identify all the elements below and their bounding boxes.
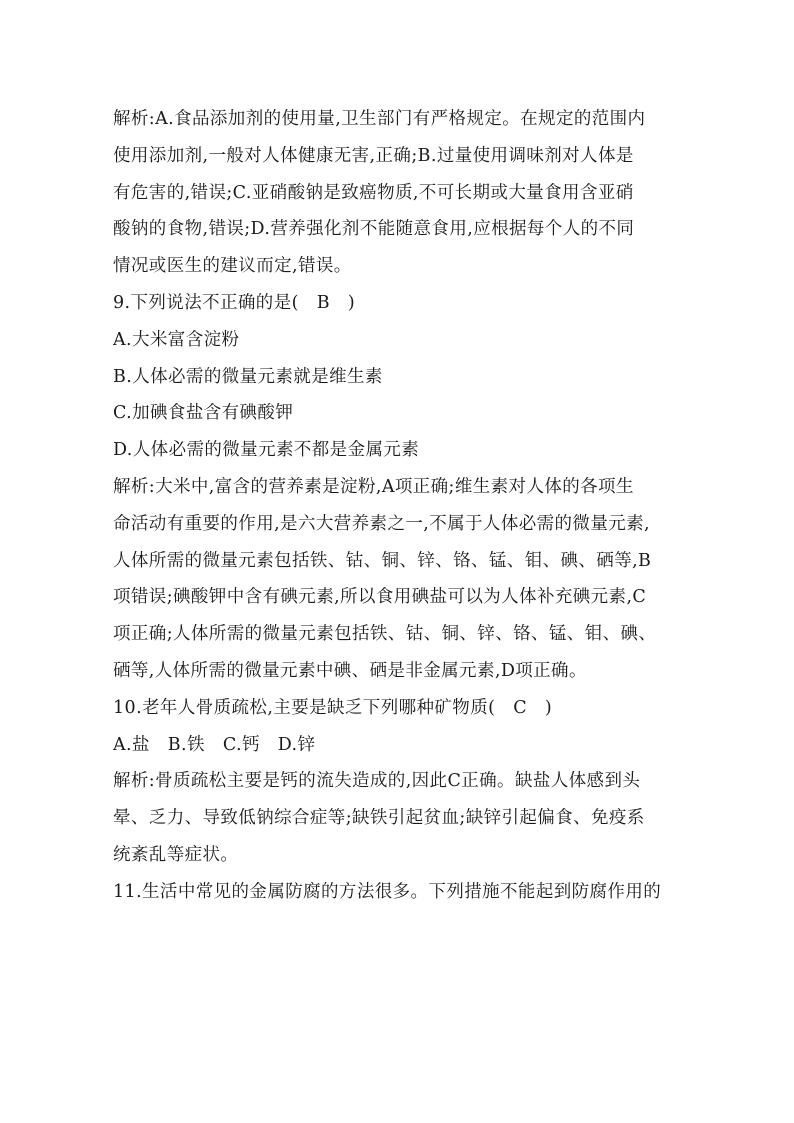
question-11-stem: 11.生活中常见的金属防腐的方法很多。下列措施不能起到防腐作用的: [113, 881, 662, 902]
analysis-line: 统紊乱等症状。: [113, 844, 239, 865]
question-10-options: A.盐 B.铁 C.钙 D.锌: [113, 734, 316, 755]
question-9-stem: 9.下列说法不正确的是( B ): [113, 292, 356, 313]
analysis-line: 硒等,人体所需的微量元素中碘、硒是非金属元素,D项正确。: [113, 660, 587, 681]
analysis-line: 人体所需的微量元素包括铁、钴、铜、锌、铬、锰、钼、碘、硒等,B: [113, 550, 652, 571]
analysis-line: 解析:大米中,富含的营养素是淀粉,A项正确;维生素对人体的各项生: [113, 476, 634, 497]
question-9-option-a: A.大米富含淀粉: [113, 329, 240, 350]
analysis-line: 酸钠的食物,错误;D.营养强化剂不能随意食用,应根据每个人的不同: [113, 219, 635, 240]
analysis-line: 解析:A.食品添加剂的使用量,卫生部门有严格规定。在规定的范围内: [113, 109, 646, 129]
analysis-line: 情况或医生的建议而定,错误。: [113, 256, 352, 277]
question-9-option-c: C.加碘食盐含有碘酸钾: [113, 403, 294, 424]
question-9-option-b: B.人体必需的微量元素就是维生素: [113, 366, 383, 387]
document-body: [113, 101, 693, 911]
analysis-line: 解析:骨质疏松主要是钙的流失造成的,因此C正确。缺盐人体感到头: [113, 771, 641, 792]
analysis-line: 有危害的,错误;C.亚硝酸钠是致癌物质,不可长期或大量食用含亚硝: [113, 182, 634, 203]
analysis-line: 使用添加剂,一般对人体健康无害,正确;B.过量使用调味剂对人体是: [113, 145, 634, 166]
analysis-line: 命活动有重要的作用,是六大营养素之一,不属于人体必需的微量元素,: [113, 513, 650, 534]
analysis-line: 项错误;碘酸钾中含有碘元素,所以食用碘盐可以为人体补充碘元素,C: [113, 587, 647, 608]
question-9-option-d: D.人体必需的微量元素不都是金属元素: [113, 440, 420, 461]
analysis-line: 晕、乏力、导致低钠综合症等;缺铁引起贫血;缺锌引起偏食、免疫系: [113, 808, 645, 829]
analysis-line: 项正确;人体所需的微量元素包括铁、钴、铜、锌、铬、锰、钼、碘、: [113, 624, 657, 645]
question-10-stem: 10.老年人骨质疏松,主要是缺乏下列哪种矿物质( C ): [113, 697, 553, 718]
